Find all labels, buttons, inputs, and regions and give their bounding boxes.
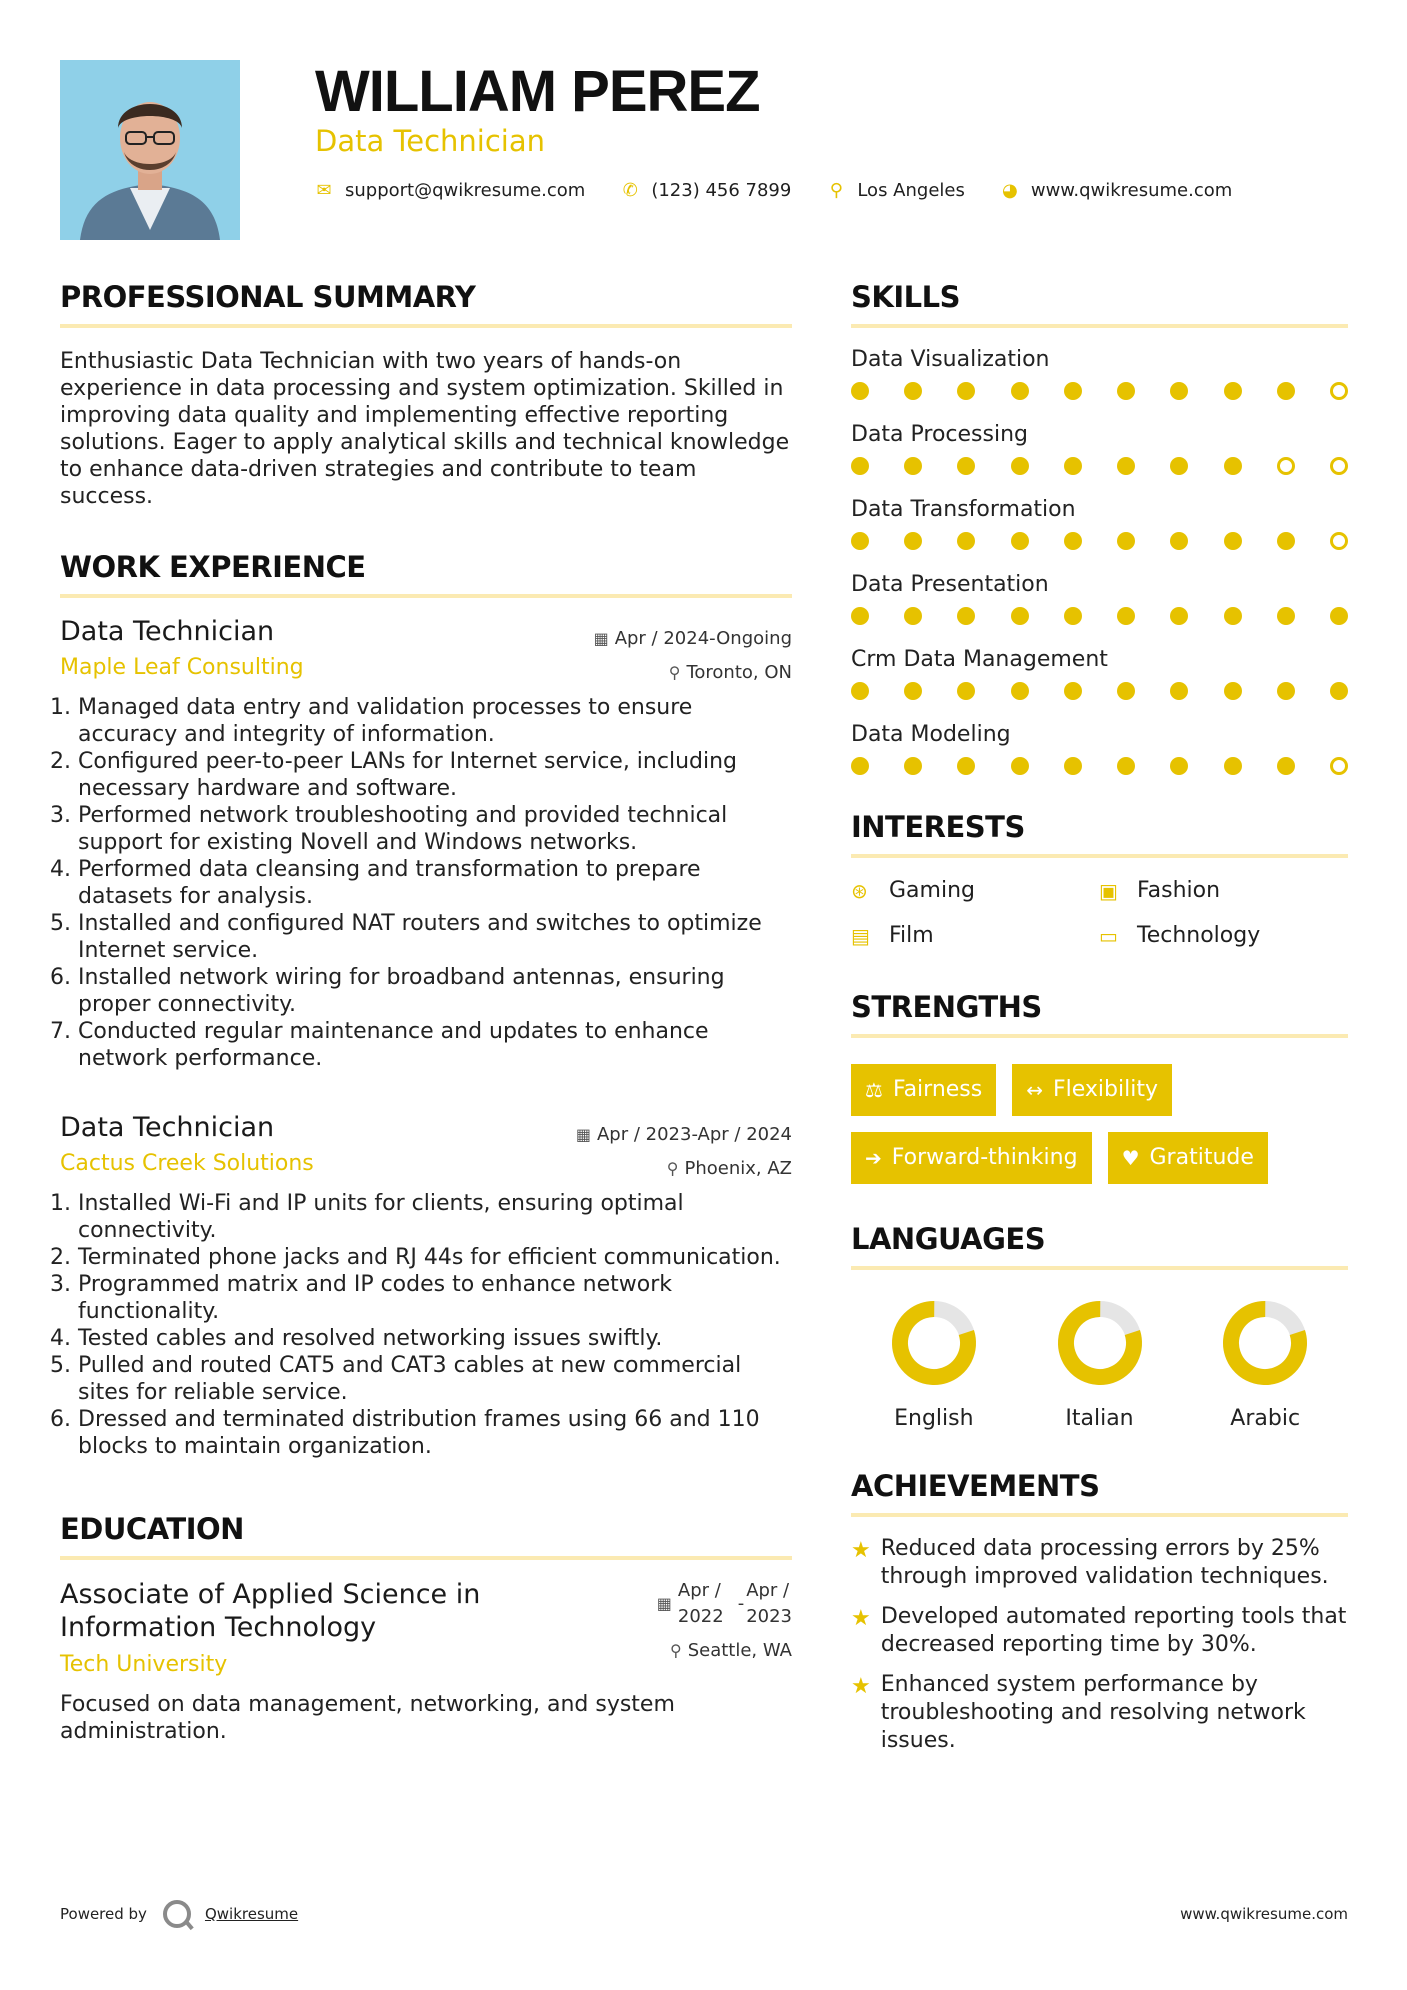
candidate-name: WILLIAM PEREZ xyxy=(315,59,760,124)
list-item: 1. Installed Wi-Fi and IP units for clients, ensuring optimal connectivity. xyxy=(78,1190,792,1244)
strength-label: Fairness xyxy=(892,1077,983,1102)
skill-item xyxy=(851,492,1348,567)
achievement-item xyxy=(851,1671,1348,1755)
job-date: Apr / 2024-Ongoing xyxy=(614,628,792,649)
rating-dot-filled xyxy=(1011,607,1029,625)
edu-date-end xyxy=(746,1578,792,1630)
strength-tags xyxy=(851,1064,1348,1184)
bag-icon: ▣ xyxy=(1099,878,1118,903)
strength-tag xyxy=(1108,1132,1268,1184)
left-column xyxy=(60,280,792,1745)
degree-line-1: Associate of Applied Science in xyxy=(60,1579,481,1610)
pin-icon: ⚲ xyxy=(666,1159,679,1178)
candidate-role: Data Technician xyxy=(315,124,546,158)
interests-section xyxy=(851,810,1348,948)
strength-label: Flexibility xyxy=(1053,1077,1158,1102)
skill-rating xyxy=(851,378,1348,417)
rating-dot-filled xyxy=(1224,382,1242,400)
rating-dot-filled xyxy=(1064,382,1082,400)
contact-bar xyxy=(315,180,1268,201)
interest-label: Film xyxy=(889,923,934,948)
rating-dot-filled xyxy=(1117,457,1135,475)
job-title: Data Technician xyxy=(60,1112,275,1143)
education-description: Focused on data management, networking, and system administration. xyxy=(60,1692,675,1744)
rating-dot-filled xyxy=(1064,682,1082,700)
section-divider xyxy=(60,1556,792,1560)
rating-dot-filled xyxy=(1011,682,1029,700)
skill-name: Data Modeling xyxy=(851,722,1011,747)
edu-date-end-year: 2023 xyxy=(746,1606,792,1627)
rating-dot-filled xyxy=(904,532,922,550)
rating-dot-filled xyxy=(1064,532,1082,550)
language-donut xyxy=(889,1298,979,1388)
list-item: 4. Performed data cleansing and transformation to prepare datasets for analysis. xyxy=(78,856,792,910)
contact-location: Los Angeles xyxy=(857,180,965,201)
rating-dot-empty xyxy=(1330,457,1348,475)
arrow-right-icon: ➔ xyxy=(865,1146,882,1170)
rating-dot-filled xyxy=(957,532,975,550)
job-entry xyxy=(60,1112,792,1460)
skill-item xyxy=(851,717,1348,792)
work-section xyxy=(60,550,792,1460)
job-date: Apr / 2023-Apr / 2024 xyxy=(596,1124,792,1145)
footer-url[interactable]: www.qwikresume.com xyxy=(1180,1905,1348,1923)
rating-dot-filled xyxy=(1170,532,1188,550)
rating-dot-filled xyxy=(904,757,922,775)
rating-dot-empty xyxy=(1330,757,1348,775)
rating-dot-filled xyxy=(851,382,869,400)
rating-dot-filled xyxy=(851,757,869,775)
rating-dot-filled xyxy=(851,532,869,550)
rating-dot-empty xyxy=(1330,532,1348,550)
language-item xyxy=(1182,1298,1348,1431)
rating-dot-filled xyxy=(904,607,922,625)
rating-dot-filled xyxy=(1011,457,1029,475)
section-divider xyxy=(60,594,792,598)
heart-icon: ♥ xyxy=(1121,1146,1140,1170)
rating-dot-filled xyxy=(1064,757,1082,775)
rating-dot-filled xyxy=(1011,532,1029,550)
rating-dot-empty xyxy=(1277,457,1295,475)
language-donut xyxy=(1055,1298,1145,1388)
rating-dot-filled xyxy=(851,607,869,625)
calendar-icon: ▦ xyxy=(656,1594,672,1613)
strengths-heading: STRENGTHS xyxy=(851,990,1042,1024)
interest-item xyxy=(1099,878,1347,903)
skill-name: Data Visualization xyxy=(851,347,1050,372)
contact-email[interactable]: support@qwikresume.com xyxy=(345,180,586,201)
interests-grid xyxy=(851,878,1348,948)
strength-label: Forward-thinking xyxy=(891,1145,1078,1170)
qwikresume-link[interactable]: Qwikresume xyxy=(204,1905,299,1923)
rating-dot-filled xyxy=(1224,532,1242,550)
list-item: 7. Conducted regular maintenance and updates to enhance network performance. xyxy=(78,1018,792,1072)
laptop-icon: ▭ xyxy=(1099,923,1118,948)
skill-name: Data Presentation xyxy=(851,572,1049,597)
powered-by-label: Powered by xyxy=(60,1905,147,1923)
strength-tag xyxy=(851,1132,1092,1184)
rating-dot-filled xyxy=(1117,532,1135,550)
star-icon: ★ xyxy=(851,1538,871,1563)
work-heading: WORK EXPERIENCE xyxy=(60,550,366,584)
film-icon: ▤ xyxy=(851,923,870,948)
achievement-item xyxy=(851,1535,1348,1591)
map-pin-icon: ⚲ xyxy=(829,180,843,201)
rating-dot-filled xyxy=(1117,607,1135,625)
job-title: Data Technician xyxy=(60,616,275,647)
skills-list xyxy=(851,342,1348,792)
rating-dot-filled xyxy=(957,457,975,475)
job-company: Cactus Creek Solutions xyxy=(60,1151,314,1176)
rating-dot-filled xyxy=(851,682,869,700)
interests-heading: INTERESTS xyxy=(851,810,1025,844)
interest-item xyxy=(851,878,1099,903)
list-item: 5. Pulled and routed CAT5 and CAT3 cables at new commercial sites for reliable service. xyxy=(78,1352,792,1406)
interest-item xyxy=(851,923,1099,948)
rating-dot-filled xyxy=(1117,757,1135,775)
rating-dot-filled xyxy=(957,607,975,625)
rating-dot-filled xyxy=(904,682,922,700)
rating-dot-filled xyxy=(1224,607,1242,625)
qwikresume-logo-icon xyxy=(163,1900,191,1928)
language-item xyxy=(851,1298,1017,1431)
edu-date-start xyxy=(678,1578,724,1630)
interest-label: Gaming xyxy=(889,878,975,903)
envelope-icon: ✉ xyxy=(316,180,332,201)
achievements-section xyxy=(851,1469,1348,1755)
list-item: 2. Configured peer-to-peer LANs for Internet service, including necessary hardware and software. xyxy=(78,748,792,802)
achievement-text: Reduced data processing errors by 25% through improved validation techniques. xyxy=(880,1536,1329,1589)
skill-item xyxy=(851,642,1348,717)
language-item xyxy=(1017,1298,1183,1431)
languages-list xyxy=(851,1298,1348,1431)
skill-name: Crm Data Management xyxy=(851,647,1108,672)
job-company: Maple Leaf Consulting xyxy=(60,655,304,680)
achievements-heading: ACHIEVEMENTS xyxy=(851,1469,1100,1503)
education-entry xyxy=(60,1578,792,1745)
rating-dot-filled xyxy=(957,382,975,400)
rating-dot-filled xyxy=(1170,607,1188,625)
rating-dot-filled xyxy=(1117,382,1135,400)
skill-item xyxy=(851,567,1348,642)
section-divider xyxy=(851,1034,1348,1038)
right-column xyxy=(851,280,1348,1755)
list-item: 6. Dressed and terminated distribution frames using 66 and 110 blocks to maintain organization. xyxy=(78,1406,792,1460)
skill-rating xyxy=(851,453,1348,492)
summary-text: Enthusiastic Data Technician with two years of hands-on experience in data processing and system optimization. Skilled in improving data quality and implementing effective reporting solutions. Eager to apply analytical skills and technical knowledge to enhance data-driven strategies and contribute to team success. xyxy=(60,349,790,509)
edu-date-start-year: 2022 xyxy=(677,1606,724,1627)
rating-dot-filled xyxy=(1224,457,1242,475)
rating-dot-filled xyxy=(1277,757,1295,775)
rating-dot-filled xyxy=(1170,682,1188,700)
rating-dot-filled xyxy=(1277,682,1295,700)
rating-dot-filled xyxy=(1170,757,1188,775)
pin-icon: ⚲ xyxy=(668,663,681,682)
job-location: Phoenix, AZ xyxy=(684,1158,792,1179)
section-divider xyxy=(851,324,1348,328)
interest-label: Technology xyxy=(1137,923,1261,948)
language-name: Italian xyxy=(1065,1406,1134,1431)
section-divider xyxy=(851,1513,1348,1517)
skill-name: Data Transformation xyxy=(851,497,1076,522)
job-meta xyxy=(594,622,792,690)
achievement-item xyxy=(851,1603,1348,1659)
star-icon: ★ xyxy=(851,1674,871,1699)
rating-dot-filled xyxy=(1277,607,1295,625)
list-item: 3. Programmed matrix and IP codes to enhance network functionality. xyxy=(78,1271,792,1325)
rating-dot-filled xyxy=(1064,607,1082,625)
rating-dot-filled xyxy=(1277,532,1295,550)
rating-dot-filled xyxy=(1277,382,1295,400)
rating-dot-filled xyxy=(1224,682,1242,700)
interest-label: Fashion xyxy=(1137,878,1221,903)
skill-rating xyxy=(851,753,1348,792)
section-divider xyxy=(851,854,1348,858)
arrows-horizontal-icon: ↔ xyxy=(1026,1078,1043,1102)
achievement-text: Enhanced system performance by troubleshooting and resolving network issues. xyxy=(880,1672,1306,1753)
balance-scale-icon: ⚖ xyxy=(865,1078,883,1102)
languages-heading: LANGUAGES xyxy=(851,1222,1046,1256)
edu-location: Seattle, WA xyxy=(687,1640,792,1661)
skills-section xyxy=(851,280,1348,792)
gamepad-icon: ⊛ xyxy=(851,878,868,903)
language-donut xyxy=(1220,1298,1310,1388)
edu-date-sep: - xyxy=(737,1593,745,1614)
rating-dot-filled xyxy=(1330,607,1348,625)
education-section xyxy=(60,1512,792,1745)
globe-icon: ◕ xyxy=(1001,180,1018,201)
rating-dot-filled xyxy=(1064,457,1082,475)
language-name: Arabic xyxy=(1230,1406,1301,1431)
skill-item xyxy=(851,417,1348,492)
skill-rating xyxy=(851,678,1348,717)
rating-dot-filled xyxy=(1330,682,1348,700)
profile-photo xyxy=(60,60,240,240)
strength-tag xyxy=(851,1064,996,1116)
job-duties xyxy=(60,694,792,1072)
job-entry xyxy=(60,616,792,1072)
rating-dot-filled xyxy=(904,457,922,475)
job-meta xyxy=(576,1118,792,1186)
edu-date-start-month: Apr / xyxy=(677,1580,721,1601)
degree-title xyxy=(60,1578,530,1644)
section-divider xyxy=(851,1266,1348,1270)
list-item: 2. Terminated phone jacks and RJ 44s for efficient communication. xyxy=(78,1244,792,1271)
strength-label: Gratitude xyxy=(1149,1145,1254,1170)
rating-dot-filled xyxy=(904,382,922,400)
list-item: 4. Tested cables and resolved networking issues swiftly. xyxy=(78,1325,792,1352)
list-item: 6. Installed network wiring for broadband antennas, ensuring proper connectivity. xyxy=(78,964,792,1018)
job-duties xyxy=(60,1190,792,1460)
job-location: Toronto, ON xyxy=(686,662,792,683)
rating-dot-filled xyxy=(1224,757,1242,775)
rating-dot-filled xyxy=(851,457,869,475)
achievement-text: Developed automated reporting tools that decreased reporting time by 30%. xyxy=(880,1604,1347,1657)
rating-dot-filled xyxy=(1170,457,1188,475)
calendar-icon: ▦ xyxy=(575,1125,591,1144)
skill-name: Data Processing xyxy=(851,422,1028,447)
education-meta xyxy=(657,1578,792,1668)
section-divider xyxy=(60,324,792,328)
strength-tag xyxy=(1012,1064,1172,1116)
skill-item xyxy=(851,342,1348,417)
footer-powered-by xyxy=(60,1900,298,1928)
rating-dot-filled xyxy=(1011,382,1029,400)
school-name: Tech University xyxy=(60,1652,228,1677)
rating-dot-filled xyxy=(1170,382,1188,400)
edu-date-end-month: Apr / xyxy=(746,1580,790,1601)
list-item: 5. Installed and configured NAT routers and switches to optimize Internet service. xyxy=(78,910,792,964)
list-item: 1. Managed data entry and validation processes to ensure accuracy and integrity of information. xyxy=(78,694,792,748)
education-heading: EDUCATION xyxy=(60,1512,244,1546)
skills-heading: SKILLS xyxy=(851,280,960,314)
contact-phone[interactable]: (123) 456 7899 xyxy=(651,180,792,201)
strengths-section xyxy=(851,990,1348,1184)
rating-dot-filled xyxy=(957,682,975,700)
skill-rating xyxy=(851,528,1348,567)
rating-dot-filled xyxy=(1011,757,1029,775)
rating-dot-filled xyxy=(1117,682,1135,700)
list-item: 3. Performed network troubleshooting and provided technical support for existing Novell and Windows networks. xyxy=(78,802,792,856)
degree-line-2: Information Technology xyxy=(60,1612,377,1643)
calendar-icon: ▦ xyxy=(593,629,609,648)
rating-dot-filled xyxy=(957,757,975,775)
skill-rating xyxy=(851,603,1348,642)
contact-website[interactable]: www.qwikresume.com xyxy=(1030,180,1233,201)
phone-icon: ✆ xyxy=(622,180,638,201)
interest-item xyxy=(1099,923,1347,948)
summary-section xyxy=(60,280,792,510)
summary-heading: PROFESSIONAL SUMMARY xyxy=(60,280,476,314)
pin-icon: ⚲ xyxy=(669,1641,682,1660)
rating-dot-empty xyxy=(1330,382,1348,400)
language-name: English xyxy=(894,1406,974,1431)
star-icon: ★ xyxy=(851,1606,871,1631)
languages-section xyxy=(851,1222,1348,1431)
